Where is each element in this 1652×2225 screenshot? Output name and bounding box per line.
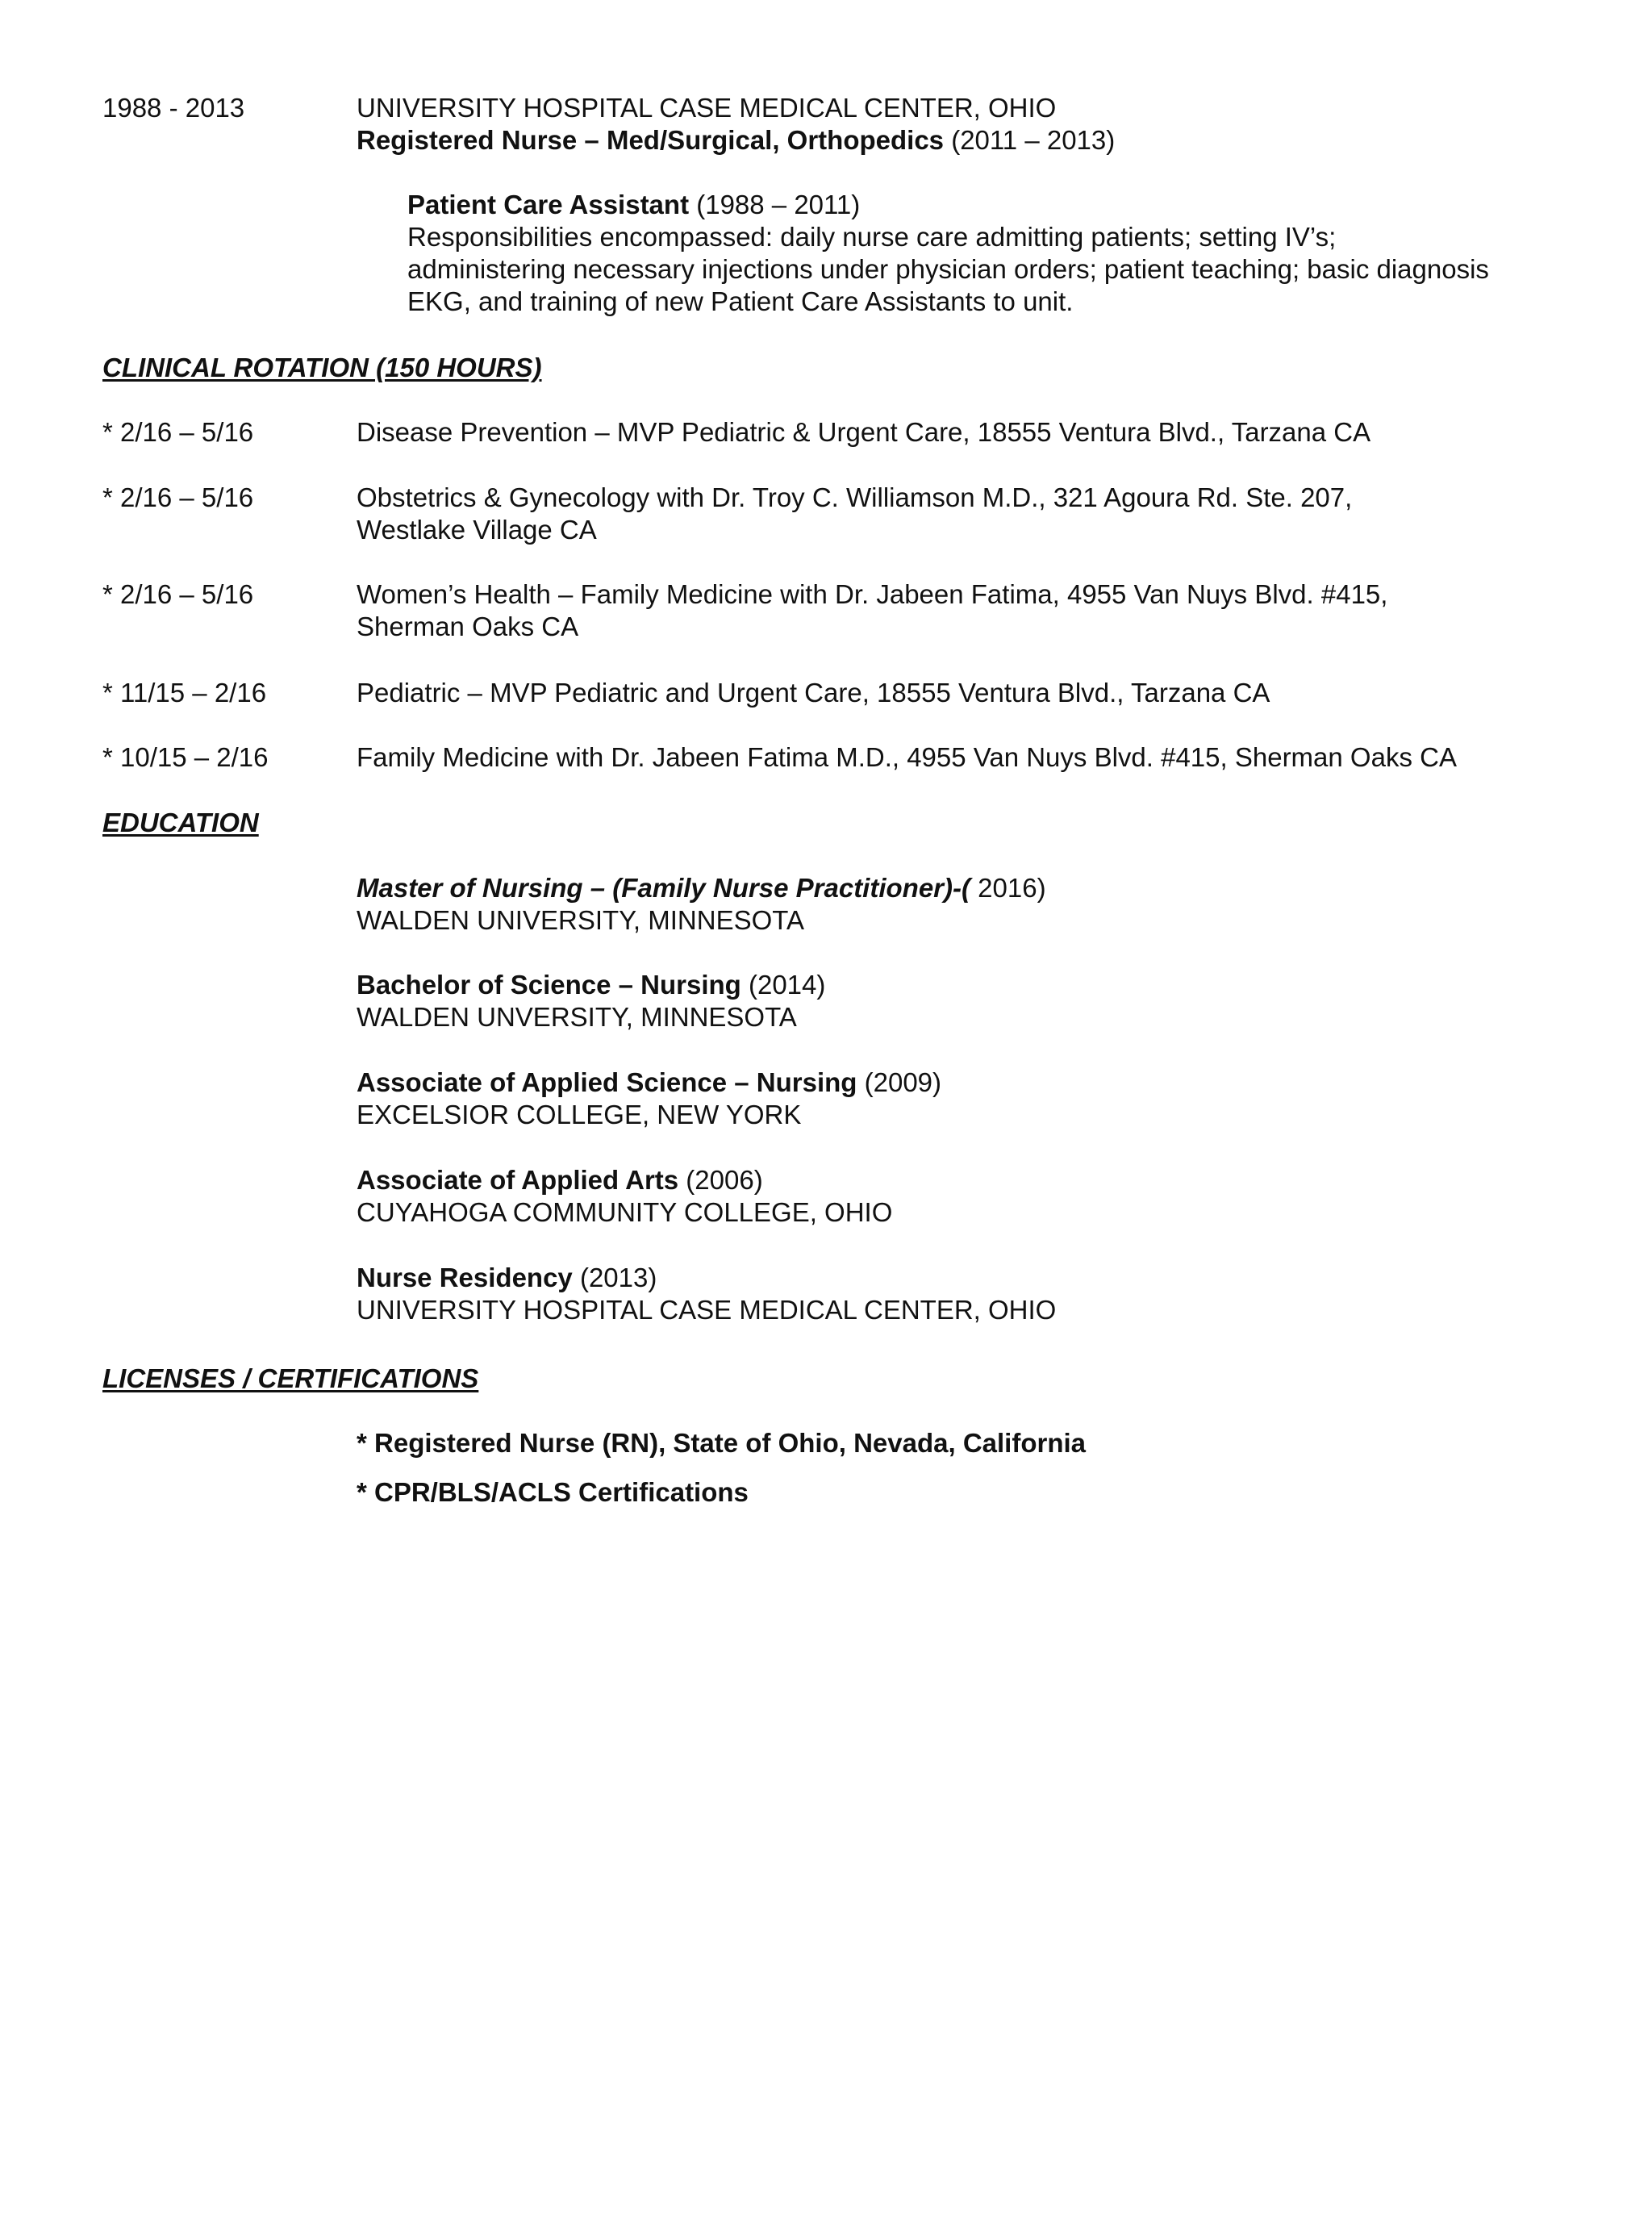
school-name: CUYAHOGA COMMUNITY COLLEGE, OHIO [357,1197,893,1227]
clinical-date: * 2/16 – 5/16 [102,579,254,609]
experience-dates: 1988 - 2013 [102,93,245,123]
role-years: (2011 – 2013) [944,125,1116,155]
clinical-date: * 2/16 – 5/16 [102,417,254,447]
education-item [357,1067,1566,1131]
school-name: WALDEN UNIVERSITY, MINNESOTA [357,905,804,935]
clinical-date: * 10/15 – 2/16 [102,742,269,772]
role-registered-nurse [357,124,1579,157]
licenses-heading: LICENSES / CERTIFICATIONS [102,1363,479,1393]
clinical-description: Family Medicine with Dr. Jabeen Fatima M.D., 4955 Van Nuys Blvd. #415, Sherman Oaks CA [357,742,1457,772]
license-item: * CPR/BLS/ACLS Certifications [357,1477,749,1507]
degree-year: 2016) [970,873,1046,903]
degree-name: Associate of Applied Arts [357,1165,679,1195]
degree-name: Master of Nursing – (Family Nurse Practitioner)-( [357,873,970,903]
clinical-date: * 2/16 – 5/16 [102,482,254,512]
clinical-description: Obstetrics & Gynecology with Dr. Troy C. Williamson M.D., 321 Agoura Rd. Ste. 207, [357,482,1353,512]
education-item [357,1164,1566,1229]
role-years: (1988 – 2011) [689,190,861,219]
clinical-description: Westlake Village CA [357,515,597,545]
school-name: WALDEN UNVERSITY, MINNESOTA [357,1002,797,1032]
degree-name: Nurse Residency [357,1263,573,1292]
role-title: Patient Care Assistant [407,190,690,219]
responsibility-line: EKG, and training of new Patient Care Assistants to unit. [407,286,1074,316]
responsibility-line: Responsibilities encompassed: daily nurse care admitting patients; setting IV’s; [407,222,1337,252]
education-item [357,969,1566,1033]
experience-details [357,92,1579,318]
degree-line [357,1164,1566,1196]
clinical-description: Pediatric – MVP Pediatric and Urgent Care, 18555 Ventura Blvd., Tarzana CA [357,678,1270,708]
education-item [357,872,1566,937]
clinical-date: * 11/15 – 2/16 [102,678,267,708]
degree-line [357,1262,1566,1294]
clinical-description: Sherman Oaks CA [357,612,579,641]
degree-line [357,969,1566,1001]
degree-year: (2006) [678,1165,763,1195]
education-item [357,1262,1566,1326]
responsibility-line: administering necessary injections under physician orders; patient teaching; basic diagnosis [407,254,1489,284]
role-patient-care-assistant [357,189,1579,221]
role-title: Registered Nurse – Med/Surgical, Orthopedics [357,125,945,155]
degree-line [357,1067,1566,1099]
school-name: UNIVERSITY HOSPITAL CASE MEDICAL CENTER, OHIO [357,1295,1057,1325]
degree-name: Associate of Applied Science – Nursing [357,1067,857,1097]
degree-year: (2014) [740,970,826,1000]
degree-year: (2009) [857,1067,942,1097]
clinical-description: Women’s Health – Family Medicine with Dr. Jabeen Fatima, 4955 Van Nuys Blvd. #415, [357,579,1388,609]
school-name: EXCELSIOR COLLEGE, NEW YORK [357,1100,802,1129]
degree-name: Bachelor of Science – Nursing [357,970,741,1000]
employer-name: UNIVERSITY HOSPITAL CASE MEDICAL CENTER, OHIO [357,93,1057,123]
education-heading: EDUCATION [102,808,259,837]
degree-year: (2013) [572,1263,657,1292]
license-item: * Registered Nurse (RN), State of Ohio, Nevada, California [357,1428,1087,1458]
clinical-rotation-heading: CLINICAL ROTATION (150 HOURS) [102,353,542,382]
clinical-description: Disease Prevention – MVP Pediatric & Urgent Care, 18555 Ventura Blvd., Tarzana CA [357,417,1371,447]
degree-line [357,872,1566,904]
